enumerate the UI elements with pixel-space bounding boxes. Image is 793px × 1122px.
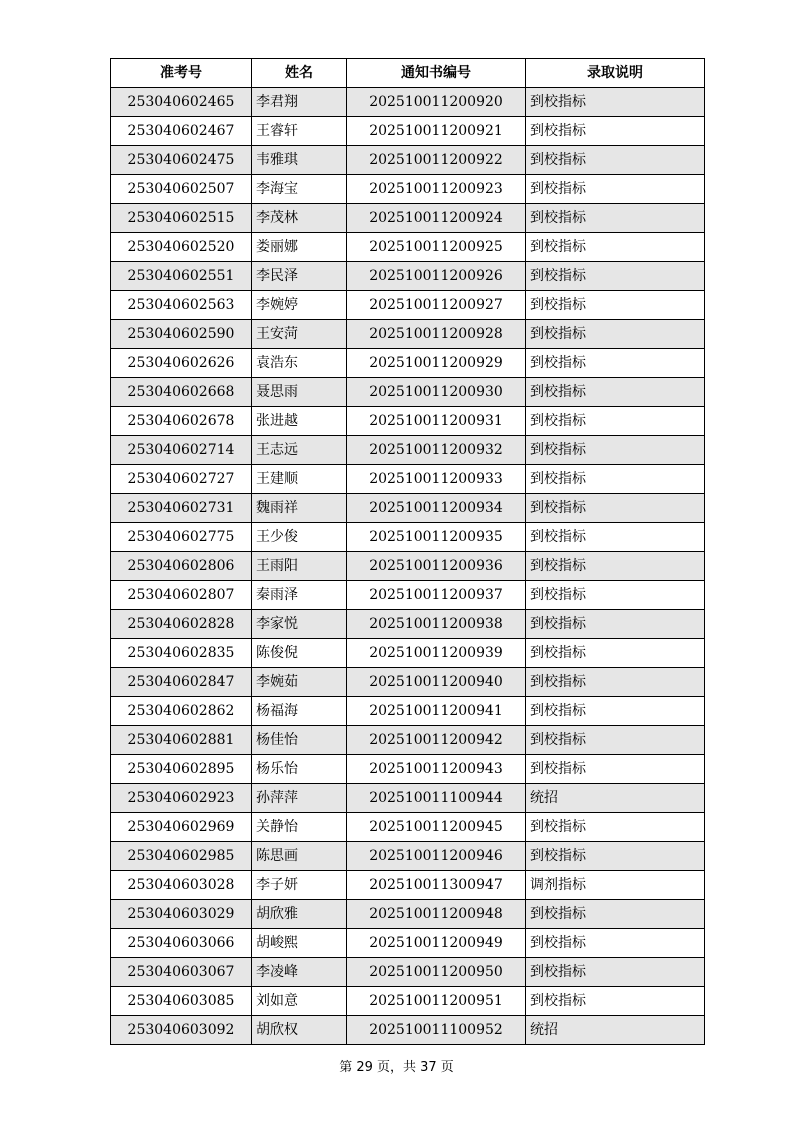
- table-row: [111, 407, 705, 436]
- name-cell: 聂思雨: [252, 378, 347, 407]
- notice-no-cell: 202510011200934: [347, 494, 526, 523]
- notice-no-cell: 202510011100944: [347, 784, 526, 813]
- table-body: [111, 88, 705, 1045]
- admission-note-cell: 到校指标: [526, 639, 705, 668]
- admission-note-cell: 到校指标: [526, 262, 705, 291]
- name-cell: 娄丽娜: [252, 233, 347, 262]
- name-cell: 王少俊: [252, 523, 347, 552]
- notice-no-cell: 202510011200929: [347, 349, 526, 378]
- table-header-row: [111, 59, 705, 88]
- admission-note-cell: 到校指标: [526, 465, 705, 494]
- table-row: [111, 291, 705, 320]
- notice-no-cell: 202510011100952: [347, 1016, 526, 1045]
- name-cell: 王安菏: [252, 320, 347, 349]
- notice-no-cell: 202510011200923: [347, 175, 526, 204]
- table-row: [111, 842, 705, 871]
- name-cell: 杨佳怡: [252, 726, 347, 755]
- name-cell: 杨乐怡: [252, 755, 347, 784]
- exam-no-cell: 253040603085: [111, 987, 252, 1016]
- notice-no-cell: 202510011200942: [347, 726, 526, 755]
- header-exam-no: 准考号: [111, 59, 252, 88]
- table-row: [111, 755, 705, 784]
- notice-no-cell: 202510011200943: [347, 755, 526, 784]
- exam-no-cell: 253040603092: [111, 1016, 252, 1045]
- exam-no-cell: 253040602626: [111, 349, 252, 378]
- table-row: [111, 987, 705, 1016]
- notice-no-cell: 202510011200925: [347, 233, 526, 262]
- notice-no-cell: 202510011200930: [347, 378, 526, 407]
- name-cell: 孙萍萍: [252, 784, 347, 813]
- page-number: 第 29 页，共 37 页: [339, 1060, 454, 1075]
- notice-no-cell: 202510011200922: [347, 146, 526, 175]
- exam-no-cell: 253040602520: [111, 233, 252, 262]
- table-row: [111, 523, 705, 552]
- name-cell: 秦雨泽: [252, 581, 347, 610]
- table-row: [111, 900, 705, 929]
- admission-note-cell: 到校指标: [526, 349, 705, 378]
- table-row: [111, 436, 705, 465]
- table-row: [111, 320, 705, 349]
- admission-note-cell: 到校指标: [526, 175, 705, 204]
- admission-note-cell: 到校指标: [526, 900, 705, 929]
- name-cell: 王睿轩: [252, 117, 347, 146]
- name-cell: 胡欣权: [252, 1016, 347, 1045]
- name-cell: 陈思画: [252, 842, 347, 871]
- admission-note-cell: 到校指标: [526, 88, 705, 117]
- exam-no-cell: 253040602678: [111, 407, 252, 436]
- name-cell: 韦雅琪: [252, 146, 347, 175]
- table-row: [111, 175, 705, 204]
- name-cell: 李海宝: [252, 175, 347, 204]
- notice-no-cell: 202510011200938: [347, 610, 526, 639]
- notice-no-cell: 202510011200933: [347, 465, 526, 494]
- exam-no-cell: 253040602727: [111, 465, 252, 494]
- notice-no-cell: 202510011200939: [347, 639, 526, 668]
- table-row: [111, 204, 705, 233]
- exam-no-cell: 253040602895: [111, 755, 252, 784]
- notice-no-cell: 202510011200931: [347, 407, 526, 436]
- admission-note-cell: 到校指标: [526, 146, 705, 175]
- table-row: [111, 117, 705, 146]
- notice-no-cell: 202510011200921: [347, 117, 526, 146]
- name-cell: 李子妍: [252, 871, 347, 900]
- exam-no-cell: 253040602467: [111, 117, 252, 146]
- notice-no-cell: 202510011200926: [347, 262, 526, 291]
- admission-note-cell: 调剂指标: [526, 871, 705, 900]
- admission-note-cell: 到校指标: [526, 929, 705, 958]
- notice-no-cell: 202510011300947: [347, 871, 526, 900]
- exam-no-cell: 253040602862: [111, 697, 252, 726]
- exam-no-cell: 253040603029: [111, 900, 252, 929]
- table-row: [111, 784, 705, 813]
- table-row: [111, 233, 705, 262]
- name-cell: 王雨阳: [252, 552, 347, 581]
- exam-no-cell: 253040602668: [111, 378, 252, 407]
- name-cell: 李婉茹: [252, 668, 347, 697]
- admission-note-cell: 到校指标: [526, 987, 705, 1016]
- table-row: [111, 813, 705, 842]
- exam-no-cell: 253040603028: [111, 871, 252, 900]
- exam-no-cell: 253040602847: [111, 668, 252, 697]
- exam-no-cell: 253040602475: [111, 146, 252, 175]
- notice-no-cell: 202510011200950: [347, 958, 526, 987]
- exam-no-cell: 253040602465: [111, 88, 252, 117]
- admission-note-cell: 到校指标: [526, 320, 705, 349]
- admission-note-cell: 到校指标: [526, 581, 705, 610]
- admission-note-cell: 到校指标: [526, 726, 705, 755]
- admission-note-cell: 到校指标: [526, 117, 705, 146]
- table-row: [111, 726, 705, 755]
- notice-no-cell: 202510011200951: [347, 987, 526, 1016]
- name-cell: 杨福海: [252, 697, 347, 726]
- table-row: [111, 262, 705, 291]
- name-cell: 关静怡: [252, 813, 347, 842]
- name-cell: 李民泽: [252, 262, 347, 291]
- notice-no-cell: 202510011200924: [347, 204, 526, 233]
- name-cell: 李凌峰: [252, 958, 347, 987]
- admission-note-cell: 到校指标: [526, 233, 705, 262]
- exam-no-cell: 253040602563: [111, 291, 252, 320]
- table-row: [111, 378, 705, 407]
- table-row: [111, 639, 705, 668]
- admission-note-cell: 到校指标: [526, 204, 705, 233]
- notice-no-cell: 202510011200936: [347, 552, 526, 581]
- header-name: 姓名: [252, 59, 347, 88]
- admission-note-cell: 到校指标: [526, 436, 705, 465]
- name-cell: 陈俊倪: [252, 639, 347, 668]
- exam-no-cell: 253040602881: [111, 726, 252, 755]
- name-cell: 王建顺: [252, 465, 347, 494]
- exam-no-cell: 253040603066: [111, 929, 252, 958]
- table-row: [111, 465, 705, 494]
- exam-no-cell: 253040602969: [111, 813, 252, 842]
- header-notice-no: 通知书编号: [347, 59, 526, 88]
- admission-note-cell: 到校指标: [526, 291, 705, 320]
- notice-no-cell: 202510011200927: [347, 291, 526, 320]
- notice-no-cell: 202510011200940: [347, 668, 526, 697]
- exam-no-cell: 253040602806: [111, 552, 252, 581]
- name-cell: 刘如意: [252, 987, 347, 1016]
- admission-note-cell: 到校指标: [526, 842, 705, 871]
- admission-note-cell: 到校指标: [526, 378, 705, 407]
- table-row: [111, 697, 705, 726]
- table-row: [111, 668, 705, 697]
- notice-no-cell: 202510011200945: [347, 813, 526, 842]
- notice-no-cell: 202510011200948: [347, 900, 526, 929]
- admission-note-cell: 到校指标: [526, 552, 705, 581]
- exam-no-cell: 253040602714: [111, 436, 252, 465]
- notice-no-cell: 202510011200932: [347, 436, 526, 465]
- admission-note-cell: 到校指标: [526, 610, 705, 639]
- header-admission-note: 录取说明: [526, 59, 705, 88]
- table-row: [111, 146, 705, 175]
- name-cell: 李君翔: [252, 88, 347, 117]
- table-row: [111, 552, 705, 581]
- admission-note-cell: 到校指标: [526, 697, 705, 726]
- table-row: [111, 88, 705, 117]
- name-cell: 李茂林: [252, 204, 347, 233]
- exam-no-cell: 253040602828: [111, 610, 252, 639]
- admission-note-cell: 到校指标: [526, 755, 705, 784]
- name-cell: 王志远: [252, 436, 347, 465]
- notice-no-cell: 202510011200928: [347, 320, 526, 349]
- admission-note-cell: 到校指标: [526, 494, 705, 523]
- admission-note-cell: 统招: [526, 1016, 705, 1045]
- table-row: [111, 494, 705, 523]
- exam-no-cell: 253040602985: [111, 842, 252, 871]
- admission-note-cell: 到校指标: [526, 523, 705, 552]
- table-row: [111, 929, 705, 958]
- table-row: [111, 1016, 705, 1045]
- table-row: [111, 581, 705, 610]
- exam-no-cell: 253040602515: [111, 204, 252, 233]
- name-cell: 张进越: [252, 407, 347, 436]
- admission-note-cell: 到校指标: [526, 813, 705, 842]
- name-cell: 李家悦: [252, 610, 347, 639]
- notice-no-cell: 202510011200920: [347, 88, 526, 117]
- table-row: [111, 610, 705, 639]
- notice-no-cell: 202510011200941: [347, 697, 526, 726]
- exam-no-cell: 253040602551: [111, 262, 252, 291]
- exam-no-cell: 253040602775: [111, 523, 252, 552]
- exam-no-cell: 253040602731: [111, 494, 252, 523]
- notice-no-cell: 202510011200949: [347, 929, 526, 958]
- admission-note-cell: 到校指标: [526, 668, 705, 697]
- name-cell: 魏雨祥: [252, 494, 347, 523]
- exam-no-cell: 253040603067: [111, 958, 252, 987]
- table-row: [111, 871, 705, 900]
- name-cell: 袁浩东: [252, 349, 347, 378]
- name-cell: 胡欣雅: [252, 900, 347, 929]
- notice-no-cell: 202510011200935: [347, 523, 526, 552]
- admission-note-cell: 到校指标: [526, 407, 705, 436]
- exam-no-cell: 253040602590: [111, 320, 252, 349]
- exam-no-cell: 253040602835: [111, 639, 252, 668]
- exam-no-cell: 253040602923: [111, 784, 252, 813]
- admission-note-cell: 统招: [526, 784, 705, 813]
- name-cell: 胡峻熙: [252, 929, 347, 958]
- exam-no-cell: 253040602807: [111, 581, 252, 610]
- exam-no-cell: 253040602507: [111, 175, 252, 204]
- name-cell: 李婉婷: [252, 291, 347, 320]
- notice-no-cell: 202510011200946: [347, 842, 526, 871]
- table-row: [111, 958, 705, 987]
- admission-note-cell: 到校指标: [526, 958, 705, 987]
- admission-table: [110, 58, 705, 1045]
- table-row: [111, 349, 705, 378]
- notice-no-cell: 202510011200937: [347, 581, 526, 610]
